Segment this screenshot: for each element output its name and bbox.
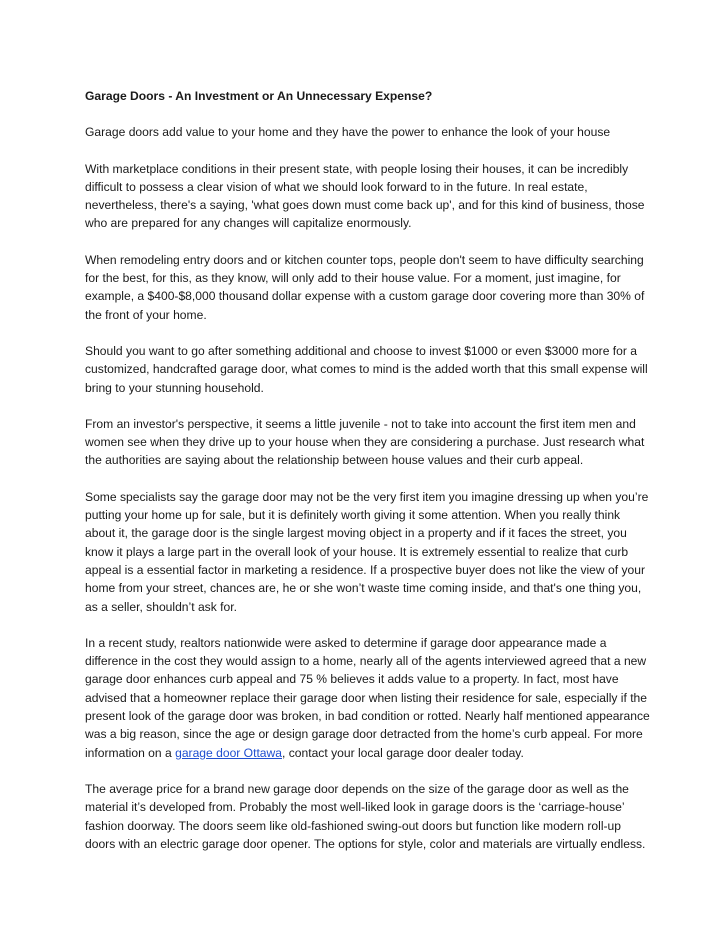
- paragraph-average-price: The average price for a brand new garage door depends on the size of the garage door as well as the material it’s developed from. Probably the most well-liked look in garage doors is the ‘carriage-house’ fashion doorway. The doors seem like old-fashioned swing-out doors but function like modern roll-up doors with an electric garage door opener. The options for style, color and materials are virtually endless.: [85, 781, 646, 851]
- paragraph-intro: Garage doors add value to your home and they have the power to enhance the look of your house: [85, 125, 611, 140]
- paragraph-study-text-end: , contact your local garage door dealer today.: [282, 745, 524, 760]
- paragraph-study: [85, 634, 651, 762]
- paragraph-investor-perspective: From an investor's perspective, it seems a little juvenile - not to take into account the first item men and women see when they drive up to your house when they are considering a purchase. Just research what the authorities are saying about the relationship between house values and their curb appeal.: [85, 416, 645, 468]
- paragraph-specialists: Some specialists say the garage door may not be the very first item you imagine dressing up when you’re putting your home up for sale, but it is definitely worth giving it some attention. When you really think about it, the garage door is the single largest moving object in a property and if it faces the street, you know it plays a large part in the overall look of your house. It is extremely essential to realize that curb appeal is a essential factor in marketing a residence. If a prospective buyer does not like the view of your home from your street, chances are, he or she won’t waste time coming inside, and that's one thing you, as a seller, shouldn’t ask for.: [85, 489, 649, 614]
- paragraph-study-text: In a recent study, realtors nationwide were asked to determine if garage door appearance made a difference in the cost they would assign to a home, nearly all of the agents interviewed agreed that a new garage door enhances curb appeal and 75 % believes it adds value to a property. In fact, most have advised that a homeowner replace their garage door when listing their residence for sale, especially if the present look of the garage door was broken, in bad condition or rotted. Nearly half mentioned appearance was a big reason, since the age or design garage door detracted from the home’s curb appeal. For more information on a: [85, 635, 650, 760]
- paragraph-investment: Should you want to go after something additional and choose to invest $1000 or even $3000 more for a customized, handcrafted garage door, what comes to mind is the added worth that this small expense will bring to your stunning household.: [85, 343, 648, 395]
- document-page: [85, 87, 651, 871]
- paragraph-remodeling: When remodeling entry doors and or kitchen counter tops, people don't seem to have difficulty searching for the best, for this, as they know, will only add to their house value. For a moment, just imagine, for example, a $400-$8,000 thousand dollar expense with a custom garage door covering more than 30% of the front of your home.: [85, 252, 645, 322]
- paragraph-market-conditions: With marketplace conditions in their present state, with people losing their houses, it can be incredibly difficult to possess a clear vision of what we should look forward to in the future. In real estate, nevertheless, there's a saying, 'what goes down must come back up', and for this kind of business, those who are prepared for any changes will capitalize enormously.: [85, 161, 645, 231]
- document-title: Garage Doors - An Investment or An Unnecessary Expense?: [85, 89, 433, 103]
- garage-door-ottawa-link[interactable]: garage door Ottawa: [175, 745, 282, 760]
